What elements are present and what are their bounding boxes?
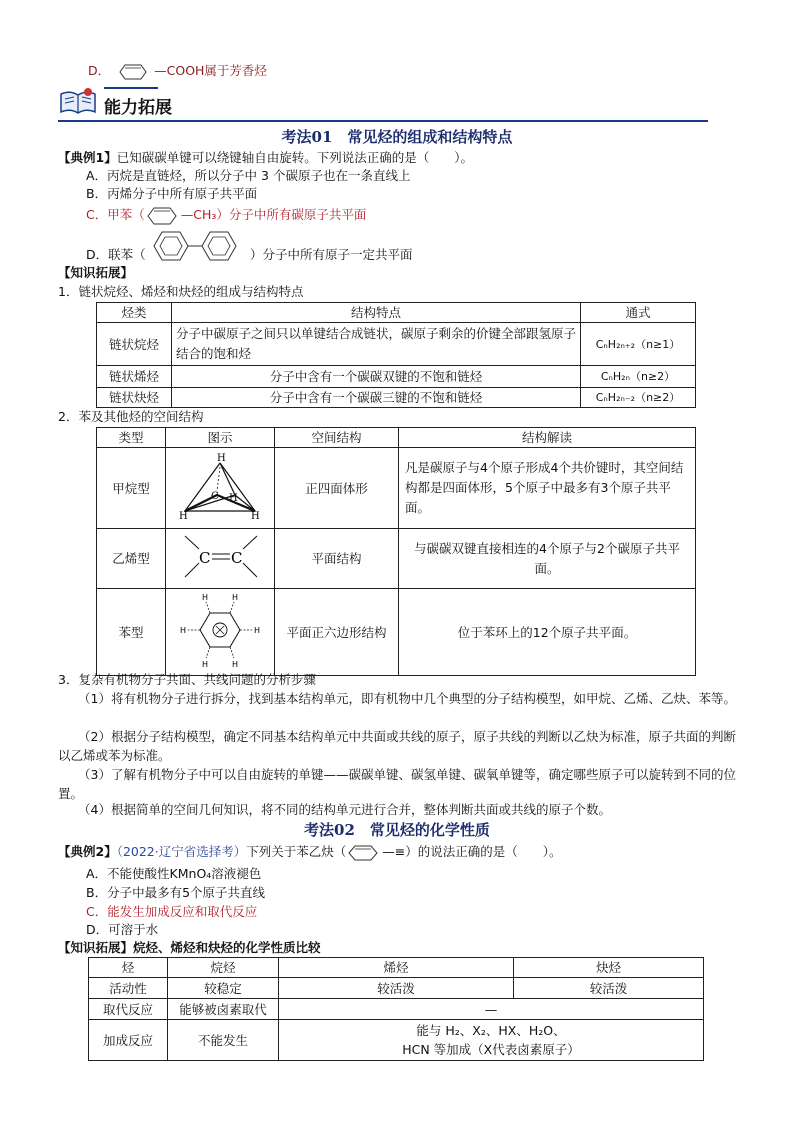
table2-cell: 苯型	[97, 589, 166, 676]
example1-question: 已知碳碳单键可以绕键轴自由旋转。下列说法正确的是（ ）。	[116, 150, 473, 165]
ethylene-structure-icon	[173, 531, 267, 583]
table1-cell: 链状烯烃	[97, 366, 172, 388]
table2-header: 图示	[166, 428, 275, 448]
example1-option-b: B．丙烯分子中所有原子共平面	[86, 186, 258, 201]
table3-addition-line1: 能与 H₂、X₂、HX、H₂O、	[416, 1023, 566, 1038]
header-accent-line	[104, 87, 158, 89]
section-header-title: 能力拓展	[104, 98, 172, 118]
table1-cell: 链状烷烃	[97, 323, 172, 366]
table2-cell: 乙烯型	[97, 529, 166, 589]
example2-source: （2022·辽宁省选择考）	[116, 844, 247, 859]
example2-stem-pre: 下列关于苯乙炔（	[246, 844, 347, 859]
table1-header-type: 烃类	[97, 303, 172, 323]
methane-label: H	[251, 511, 260, 522]
table1-cell: CₙH₂ₙ₋₂（n≥2）	[581, 388, 696, 408]
benzene-h-label: H	[254, 626, 261, 635]
table3-cell: 加成反应	[89, 1020, 168, 1061]
knowledge2-heading	[58, 939, 321, 956]
table1-header-formula: 通式	[581, 303, 696, 323]
table2-cell: 凡是碳原子与4个原子形成4个共价键时，其空间结构都是四面体形，5个原子中最多有3个原子共平面。	[399, 448, 696, 529]
structure-table	[96, 427, 696, 676]
table1-cell: 链状炔烃	[97, 388, 172, 408]
table3-addition-line2: HCN 等加成（X代表卤素原子）	[402, 1042, 580, 1057]
benzene-h-label: H	[180, 626, 187, 635]
example2-stem-post: —≡）的说法正确的是（ ）。	[382, 844, 562, 859]
alkane-table	[96, 302, 696, 408]
knowledge1-tag: 【知识拓展】	[58, 265, 134, 280]
table3-cell: —	[279, 999, 704, 1020]
benzene-h-label: H	[232, 593, 239, 602]
example1-option-c	[86, 206, 366, 225]
table1-cell: 分子中含有一个碳碳三键的不饱和链烃	[172, 388, 581, 408]
methane-label: C	[211, 491, 219, 502]
example1-option-d	[86, 246, 146, 263]
table2-cell: 与碳碳双键直接相连的4个原子与2个碳原子共平面。	[399, 529, 696, 589]
book-icon	[58, 86, 98, 116]
step-2: （2）根据分子结构模型，确定不同基本结构单元中共面或共线的原子，原子共线的判断以乙炔为标准，原子共面的判断以乙烯或苯为标准。	[58, 729, 736, 763]
table3-cell: 较活泼	[279, 978, 514, 999]
biphenyl-structure-icon	[148, 228, 248, 264]
header-underline	[58, 120, 708, 122]
table2-header: 类型	[97, 428, 166, 448]
example2-option-c: C．能发生加成反应和取代反应	[86, 904, 258, 919]
ethylene-label: C	[199, 548, 211, 567]
reactivity-table	[88, 957, 704, 1061]
table2-header: 结构解读	[399, 428, 696, 448]
example2-stem	[58, 843, 562, 861]
section1-title: 考法01 常见烃的组成和结构特点	[281, 128, 513, 146]
option-c-suffix: —CH₃）分子中所有碳原子共平面	[180, 207, 367, 222]
table3-cell: 取代反应	[89, 999, 168, 1020]
toluene-ring-icon	[145, 207, 181, 225]
top-option-text: —COOH属于芳香烃	[154, 63, 267, 78]
table3-cell: 较活泼	[514, 978, 704, 999]
benzene-h-label: H	[202, 660, 209, 669]
benzene-h-label: H	[232, 660, 239, 669]
table3-header: 烷烃	[168, 958, 279, 978]
table3-cell: 能够被卤素取代	[168, 999, 279, 1020]
table2-cell: 位于苯环上的12个原子共平面。	[399, 589, 696, 676]
benzene-structure-icon	[173, 590, 267, 670]
table1-cell: CₙH₂ₙ（n≥2）	[581, 366, 696, 388]
step-1: （1）将有机物分子进行拆分，找到基本结构单元，即有机物中几个典型的分子结构模型，如甲烷、乙烯、乙炔、苯等。	[78, 691, 736, 706]
example2-tag: 【典例2】	[58, 844, 117, 859]
example1-tag: 【典例1】	[58, 150, 117, 165]
option-c-prefix: C．甲苯（	[86, 207, 145, 222]
table3-header: 炔烃	[514, 958, 704, 978]
table1-header-feature: 结构特点	[172, 303, 581, 323]
methane-label: H	[217, 453, 226, 464]
step-4: （4）根据简单的空间几何知识，将不同的结构单元进行合并，整体判断共面或共线的原子个数。	[78, 802, 611, 817]
step-3: （3）了解有机物分子中可以自由旋转的单键——碳碳单键、碳氢单键、碳氧单键等，确定哪些原子可以旋转到不同的位置。	[58, 767, 736, 801]
table2-cell: 平面结构	[275, 529, 399, 589]
phenylacetylene-ring-icon	[346, 845, 382, 861]
section2-title: 考法02 常见烃的化学性质	[304, 821, 490, 839]
table2-header: 空间结构	[275, 428, 399, 448]
benzene-diagram-cell	[166, 589, 275, 676]
table1-cell: 分子中碳原子之间只以单键结合成链状，碳原子剩余的价键全部跟氢原子结合的饱和烃	[172, 323, 581, 366]
option-d-suffix: ）分子中所有原子一定共平面	[250, 247, 413, 262]
benzene-h-label: H	[202, 593, 209, 602]
methane-label: H	[229, 493, 238, 504]
example1-option-a: A．丙烷是直链烃，所以分子中 3 个碳原子也在一条直线上	[86, 168, 411, 183]
knowledge1-item2-title: 2．苯及其他烃的空间结构	[58, 409, 204, 424]
example1-stem	[58, 149, 473, 166]
knowledge2-tag: 【知识拓展】	[58, 940, 134, 955]
methane-diagram-cell	[166, 448, 275, 529]
table1-cell: 分子中含有一个碳碳双键的不饱和链烃	[172, 366, 581, 388]
table1-cell: CₙH₂ₙ₊₂（n≥1）	[581, 323, 696, 366]
knowledge1-item1-title: 1．链状烷烃、烯烃和炔烃的组成与结构特点	[58, 284, 304, 299]
table2-cell: 甲烷型	[97, 448, 166, 529]
example2-option-d: D．可溶于水	[86, 922, 159, 937]
table3-header: 烯烃	[279, 958, 514, 978]
knowledge1-item3-title: 3．复杂有机物分子共面、共线问题的分析步骤	[58, 672, 316, 687]
example2-option-a: A．不能使酸性KMnO₄溶液褪色	[86, 866, 262, 881]
ethylene-label: C	[231, 548, 243, 567]
table3-cell: 不能发生	[168, 1020, 279, 1061]
methane-structure-icon	[173, 449, 267, 523]
table3-cell: 活动性	[89, 978, 168, 999]
top-option-letter: D．	[88, 63, 111, 78]
methane-label: H	[179, 511, 188, 522]
table2-cell: 正四面体形	[275, 448, 399, 529]
option-d-prefix: D．联苯（	[86, 247, 146, 262]
ethylene-diagram-cell	[166, 529, 275, 589]
top-option-d	[88, 62, 267, 80]
table2-cell: 平面正六边形结构	[275, 589, 399, 676]
example2-option-b: B．分子中最多有5个原子共直线	[86, 885, 266, 900]
table3-cell: 较稳定	[168, 978, 279, 999]
benzene-ring-icon	[114, 64, 154, 80]
table3-header: 烃	[89, 958, 168, 978]
knowledge2-title: 烷烃、烯烃和炔烃的化学性质比较	[133, 940, 321, 955]
table3-addition-cell	[279, 1020, 704, 1061]
